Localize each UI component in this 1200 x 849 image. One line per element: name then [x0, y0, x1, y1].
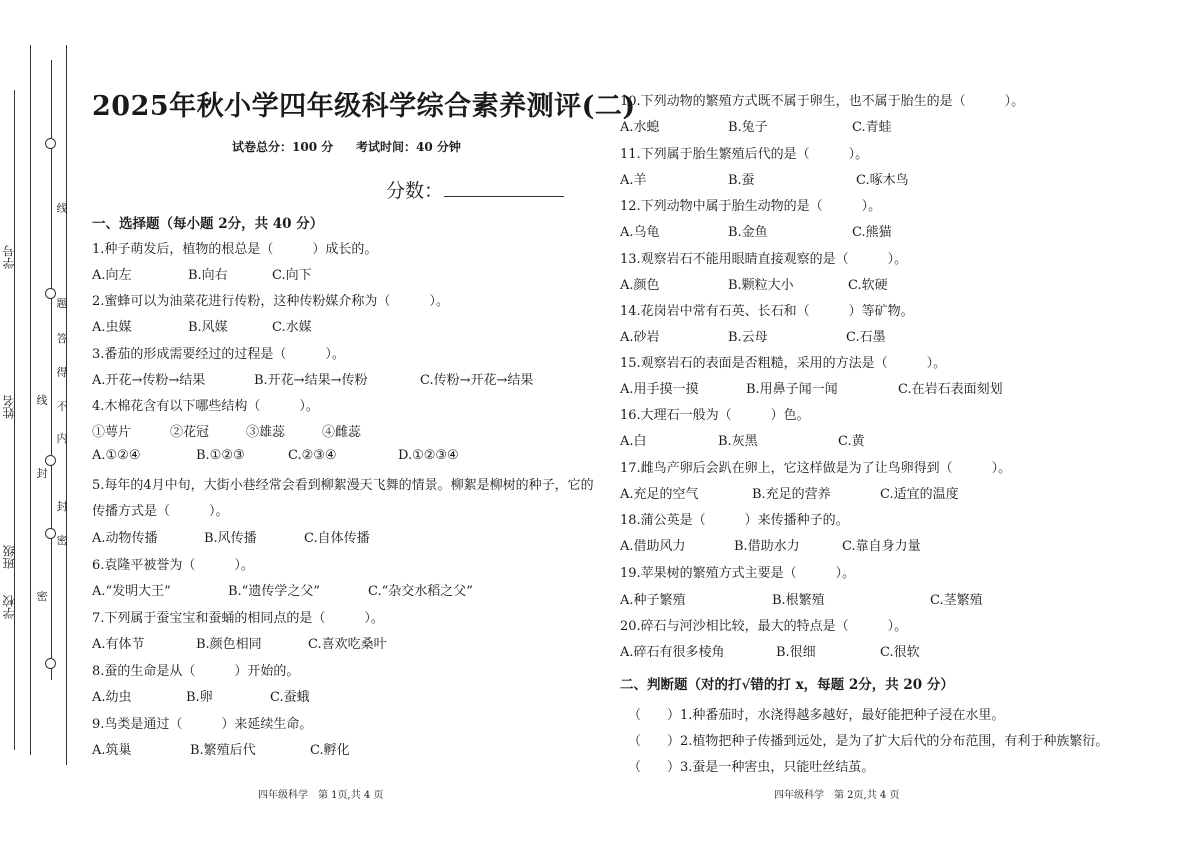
option[interactable]: C.蚕蛾 [270, 690, 310, 705]
option[interactable]: B.风传播 [204, 531, 257, 546]
option[interactable]: A.借助风力 [620, 539, 686, 554]
question-stem: 10.下列动物的繁殖方式既不属于卵生，也不属于胎生的是（ ）。 [620, 94, 1025, 109]
option[interactable]: B.金鱼 [728, 225, 768, 240]
option[interactable]: B.风媒 [188, 320, 228, 335]
option[interactable]: B.借助水力 [734, 539, 800, 554]
option[interactable]: A.充足的空气 [620, 487, 699, 502]
option[interactable]: C.石墨 [846, 330, 886, 345]
question-stem: 2.蜜蜂可以为油菜花进行传粉，这种传粉媒介称为（ ）。 [92, 294, 449, 309]
option[interactable]: C.向下 [272, 268, 312, 283]
option[interactable]: A.虫媒 [92, 320, 132, 335]
option[interactable]: C.水媒 [272, 320, 312, 335]
structure-item: ③雄蕊 [246, 425, 286, 440]
question-stem: 19.苹果树的繁殖方式主要是（ ）。 [620, 566, 856, 581]
option[interactable]: C.在岩石表面刻划 [898, 382, 1003, 397]
seal-char: 密 [36, 590, 48, 603]
option[interactable]: B.充足的营养 [752, 487, 831, 502]
option[interactable]: B.“遗传学之父” [228, 584, 320, 599]
option[interactable]: A.白 [620, 434, 647, 449]
exam-title: 2025年秋小学四年级科学综合素养测评(二) [92, 91, 636, 122]
option[interactable]: B.灰黑 [718, 434, 758, 449]
question-stem: 11.下列属于胎生繁殖后代的是（ ）。 [620, 147, 869, 162]
judgement-item[interactable]: （ ）1.种番茄时，水浇得越多越好，最好能把种子浸在水里。 [628, 708, 1005, 723]
question-stem: 17.雌鸟产卵后会趴在卵上，它这样做是为了让鸟卵得到（ ）。 [620, 461, 1012, 476]
option[interactable]: C.适宜的温度 [880, 487, 959, 502]
judgement-item[interactable]: （ ）2.植物把种子传播到远处，是为了扩大后代的分布范围，有利于种族繁衍。 [628, 734, 1109, 749]
score-blank[interactable] [444, 196, 564, 197]
option[interactable]: A.有体节 [92, 637, 145, 652]
option[interactable]: A.①②④ [92, 448, 141, 463]
page-footer-left: 四年级科学 第 1页,共 4 页 [258, 790, 384, 801]
option[interactable]: B.颗粒大小 [728, 278, 794, 293]
option[interactable]: C.靠自身力量 [842, 539, 921, 554]
question-stem: 6.袁隆平被誉为（ ）。 [92, 558, 254, 573]
option[interactable]: C.自体传播 [304, 531, 370, 546]
field-student-id: 学号 [2, 245, 16, 269]
seal-char: 内 [56, 432, 68, 445]
question-stem: 5.每年的4月中旬，大街小巷经常会看到柳絮漫天飞舞的情景。柳絮是柳树的种子，它的 [92, 478, 594, 493]
option[interactable]: B.蚕 [728, 173, 755, 188]
option[interactable]: A.筑巢 [92, 743, 132, 758]
option[interactable]: C.啄木鸟 [856, 173, 909, 188]
option[interactable]: C.软硬 [848, 278, 888, 293]
option[interactable]: B.开花→结果→传粉 [254, 373, 368, 388]
option[interactable]: A.羊 [620, 173, 647, 188]
option[interactable]: C.很软 [880, 645, 920, 660]
seal-char: 线 [36, 394, 48, 407]
seal-char: 封 [36, 467, 48, 480]
binding-hole [45, 138, 56, 149]
question-stem: 9.鸟类是通过（ ）来延续生命。 [92, 717, 313, 732]
section-title: 二、判断题（对的打√错的打 x，每题 2分，共 20 分） [620, 677, 954, 693]
total-score: 试卷总分：100 分 [232, 140, 334, 154]
option[interactable]: C.茎繁殖 [930, 593, 983, 608]
option[interactable]: B.兔子 [728, 120, 768, 135]
option[interactable]: A.开花→传粉→结果 [92, 373, 206, 388]
question-stem: 16.大理石一般为（ ）色。 [620, 408, 810, 423]
option[interactable]: C.孵化 [310, 743, 350, 758]
question-stem: 3.番茄的形成需要经过的过程是（ ）。 [92, 347, 345, 362]
option[interactable]: C.青蛙 [852, 120, 892, 135]
option[interactable]: B.很细 [776, 645, 816, 660]
option[interactable]: B.①②③ [196, 448, 245, 463]
option[interactable]: C.“杂交水稻之父” [368, 584, 473, 599]
section-title: 一、选择题（每小题 2分，共 40 分） [92, 216, 324, 232]
option[interactable]: A.向左 [92, 268, 132, 283]
question-stem: 20.碎石与河沙相比较，最大的特点是（ ）。 [620, 619, 908, 634]
judgement-item[interactable]: （ ）3.蚕是一种害虫，只能吐丝结茧。 [628, 760, 875, 775]
question-stem: 7.下列属于蚕宝宝和蚕蛹的相同点的是（ ）。 [92, 611, 384, 626]
seal-char: 题 [56, 297, 68, 310]
question-stem: 1.种子萌发后，植物的根总是（ ）成长的。 [92, 242, 378, 257]
option[interactable]: B.繁殖后代 [190, 743, 256, 758]
question-stem: 4.木棉花含有以下哪些结构（ ）。 [92, 399, 319, 414]
option[interactable]: C.②③④ [288, 448, 337, 463]
option[interactable]: A.幼虫 [92, 690, 132, 705]
structure-item: ④雌蕊 [322, 425, 362, 440]
option[interactable]: C.黄 [838, 434, 865, 449]
seal-char: 封 [56, 500, 68, 513]
option[interactable]: A.种子繁殖 [620, 593, 686, 608]
option[interactable]: C.喜欢吃桑叶 [308, 637, 387, 652]
binding-hole [45, 658, 56, 669]
option[interactable]: A.动物传播 [92, 531, 158, 546]
binding-line-seal [51, 60, 52, 680]
field-name: 姓名 [2, 395, 16, 419]
score-label: 分数： [386, 180, 444, 202]
option[interactable]: A.乌龟 [620, 225, 660, 240]
option[interactable]: B.卵 [186, 690, 213, 705]
seal-char: 得 [56, 366, 68, 379]
field-class: 班级 [2, 545, 16, 569]
option[interactable]: A.颜色 [620, 278, 660, 293]
structure-item: ①萼片 [92, 425, 132, 440]
option[interactable]: B.云母 [728, 330, 768, 345]
option[interactable]: A.用手摸一摸 [620, 382, 699, 397]
seal-char: 密 [56, 534, 68, 547]
option[interactable]: C.熊猫 [852, 225, 892, 240]
structure-item: ②花冠 [170, 425, 210, 440]
option[interactable]: A.砂岩 [620, 330, 660, 345]
option[interactable]: B.用鼻子闻一闻 [746, 382, 838, 397]
option[interactable]: A.碎石有很多棱角 [620, 645, 725, 660]
question-stem: 14.花岗岩中常有石英、长石和（ ）等矿物。 [620, 304, 914, 319]
exam-time: 考试时间：40 分钟 [356, 140, 461, 154]
question-stem-cont: 传播方式是（ ）。 [92, 504, 229, 519]
question-stem: 12.下列动物中属于胎生动物的是（ ）。 [620, 199, 882, 214]
question-stem: 8.蚕的生命是从（ ）开始的。 [92, 664, 300, 679]
question-stem: 18.蒲公英是（ ）来传播种子的。 [620, 513, 849, 528]
page-footer-right: 四年级科学 第 2页,共 4 页 [774, 790, 900, 801]
binding-line-field [30, 45, 31, 755]
seal-char: 答 [56, 332, 68, 345]
option[interactable]: A.“发明大王” [92, 584, 171, 599]
seal-char: 线 [56, 202, 68, 215]
seal-char: 不 [56, 400, 68, 413]
option[interactable]: D.①②③④ [398, 448, 459, 463]
question-stem: 15.观察岩石的表面是否粗糙，采用的方法是（ ）。 [620, 356, 947, 371]
option[interactable]: A.水螅 [620, 120, 660, 135]
binding-line-outer [14, 90, 15, 750]
field-school: 学校 [2, 595, 16, 619]
option[interactable]: B.向右 [188, 268, 228, 283]
option[interactable]: B.根繁殖 [772, 593, 825, 608]
option[interactable]: C.传粉→开花→结果 [420, 373, 534, 388]
option[interactable]: B.颜色相同 [196, 637, 262, 652]
question-stem: 13.观察岩石不能用眼睛直接观察的是（ ）。 [620, 252, 908, 267]
